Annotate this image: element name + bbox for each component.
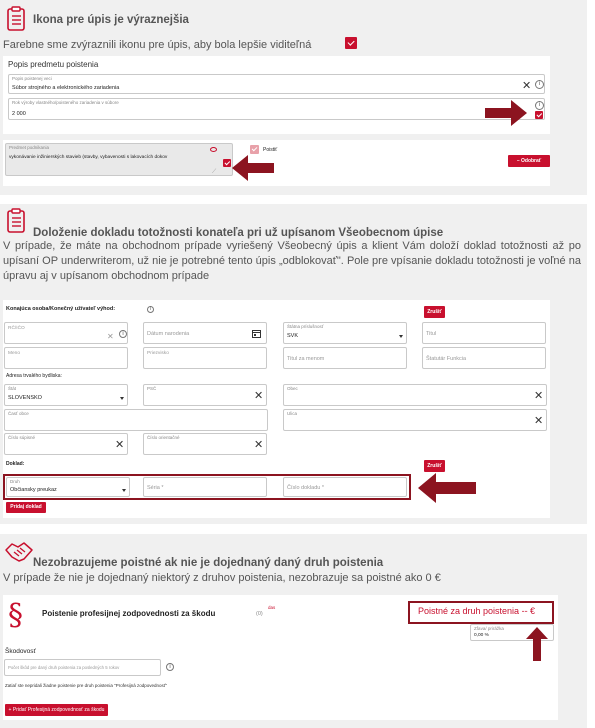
orientation-number-field[interactable] [143, 433, 267, 455]
pointer-arrow [526, 627, 548, 661]
card-count: (0) [256, 611, 263, 617]
field-label: Obec [287, 386, 298, 391]
nationality-select[interactable] [283, 322, 407, 344]
section3-title: Nezobrazujeme poistné ak nie je dojednaný daný druh poistenia [33, 557, 384, 569]
document-list-icon [4, 208, 28, 234]
field-label: PSČ [147, 386, 157, 391]
handshake-icon [4, 540, 34, 564]
section2-text: V prípade, že máte na obchodnom prípade vyriešený Všeobecný úpis a klient Vám doloží doklad totožnosti až po upísaní OP underwriterom, už nie je potrebné tento úpis „odblokovať". Pole pre vpísanie dokladu totožnosti je voľné na úpravu aj v upísanom obchodnom prípade [3, 240, 581, 282]
statutory-function-field[interactable] [422, 347, 546, 369]
claims-count-field[interactable] [4, 659, 161, 676]
field-placeholder: RČ/IČO [8, 326, 25, 331]
field-label: Ulica [287, 411, 298, 416]
info-icon[interactable]: i [535, 101, 544, 110]
form-title: Konajúca osoba/Konečný užívateľ výhod: [6, 306, 116, 312]
business-subject-field[interactable] [5, 143, 233, 176]
field-value: SVK [287, 333, 299, 339]
copy-icon[interactable] [210, 147, 217, 152]
cancel-document-button[interactable]: Zrušiť [424, 460, 445, 472]
chevron-down-icon[interactable] [122, 489, 126, 492]
clear-icon[interactable]: ✕ [534, 390, 544, 402]
field-label: Popis poistenej veci [12, 76, 52, 81]
field-value: vykonávanie inžinierských stavieb (stavby, vybavenosti s lakovacích dokov [9, 155, 168, 160]
birth-date-field[interactable] [143, 322, 267, 344]
clear-icon[interactable]: ✕ [522, 80, 532, 92]
field-label: Štátna príslušnosť [287, 324, 324, 329]
field-value: 0,00 % [474, 633, 489, 638]
subscription-icon[interactable] [535, 111, 543, 119]
clear-icon[interactable]: ✕ [115, 439, 125, 451]
field-placeholder: Meno [8, 351, 20, 356]
field-value: Občiansky preukaz [10, 487, 57, 493]
document-number-field[interactable] [283, 477, 407, 497]
pointer-arrow [418, 473, 476, 503]
field-label: Časť obce [8, 411, 29, 416]
field-label: Zľava/ prirážka [474, 626, 504, 631]
municipality-field[interactable] [283, 384, 547, 406]
field-label: Štát [8, 386, 17, 391]
last-name-field[interactable] [143, 347, 267, 369]
cancel-person-button[interactable]: Zrušiť [424, 306, 445, 318]
address-title: Adresa trvalého bydliska: [6, 373, 62, 379]
street-field[interactable] [283, 409, 547, 431]
field-placeholder: Štatutár Funkcia [426, 356, 467, 362]
info-icon[interactable]: i [535, 80, 544, 89]
chevron-down-icon[interactable] [399, 335, 403, 338]
info-icon[interactable]: i [166, 663, 174, 671]
clear-icon[interactable]: ✕ [107, 332, 114, 341]
field-label: Rok výroby vlastného/poisteného zariadenia v súbore [12, 100, 119, 105]
add-document-button[interactable]: Pridaj doklad [6, 502, 46, 513]
insured-item-field[interactable] [8, 74, 545, 94]
chevron-down-icon[interactable] [120, 397, 124, 400]
paragraph-icon: § [8, 598, 23, 633]
section3-text: V prípade že nie je dojednaný niektorý z druhov poistenia, nezobrazuje sa poistné ako 0 € [3, 572, 441, 584]
document-list-icon [4, 6, 28, 32]
clear-icon[interactable]: ✕ [254, 390, 264, 402]
field-placeholder: Počet škôd pre daný druh poistenia za posledných 5 rokov [8, 665, 120, 670]
descriptive-number-field[interactable] [4, 433, 128, 455]
production-year-field[interactable] [8, 98, 545, 120]
postal-code-field[interactable] [143, 384, 267, 406]
field-label: Číslo orientačné [147, 435, 180, 440]
clear-icon[interactable]: ✕ [254, 439, 264, 451]
birth-number-field[interactable] [4, 322, 128, 344]
field-value: Súbor strojného a elektronického zariadenia [12, 85, 120, 91]
field-label: Predmet podnikania [9, 145, 50, 150]
field-placeholder: Priezvisko [147, 351, 169, 356]
field-placeholder: Séria * [147, 485, 164, 491]
field-value: SLOVENSKO [8, 395, 42, 401]
insure-checkbox-label: Poistiť [263, 147, 278, 153]
field-value: 2 000 [12, 111, 26, 117]
document-title: Doklad: [6, 461, 25, 467]
municipality-part-field[interactable] [4, 409, 268, 431]
remove-button[interactable]: – Odobrať [508, 155, 550, 167]
calendar-icon[interactable] [252, 329, 261, 338]
pointer-arrow [232, 155, 274, 181]
section1-text: Farebne sme zvýraznili ikonu pre úpis, aby bola lepšie viditeľná [3, 39, 312, 51]
insure-checkbox[interactable] [250, 145, 259, 154]
info-icon[interactable]: i [119, 330, 127, 338]
add-liability-button[interactable]: + Pridať Profesijná zodpovednosť za škodu [5, 704, 108, 716]
premium-total: Poistné za druh poistenia -- € [418, 606, 536, 616]
field-placeholder: Titul [426, 331, 437, 337]
field-label: Číslo súpisné [8, 435, 36, 440]
first-name-field[interactable] [4, 347, 128, 369]
claims-title: Škodovosť [5, 648, 36, 655]
field-placeholder: Dátum narodenia [147, 331, 190, 337]
section2-title: Doloženie dokladu totožnosti konateľa pri už upísanom Všeobecnom úpise [33, 227, 444, 239]
resize-handle[interactable]: ⟋ [212, 169, 217, 175]
field-placeholder: Titul za menom [287, 356, 325, 362]
empty-note: Zatiaľ ste nepridali žiadne poistenie pre druh poistenia "Profesijná zodpovednosť" [5, 683, 168, 688]
title-field[interactable] [422, 322, 546, 344]
field-label: Druh [10, 479, 20, 484]
document-type-select[interactable] [6, 477, 130, 497]
clear-icon[interactable]: ✕ [534, 415, 544, 427]
section1-title: Ikona pre úpis je výraznejšia [33, 14, 189, 26]
document-series-field[interactable] [143, 477, 267, 497]
field-placeholder: Číslo dokladu * [287, 485, 324, 491]
panel-title: Popis predmetu poistenia [8, 60, 99, 69]
pointer-arrow [485, 100, 527, 126]
subscription-icon[interactable] [345, 37, 357, 49]
country-select[interactable] [4, 384, 128, 406]
info-icon[interactable]: i [147, 306, 154, 313]
subscription-icon[interactable] [223, 159, 231, 167]
title-after-name-field[interactable] [283, 347, 407, 369]
card-title: Poistenie profesijnej zodpovednosti za škodu [42, 609, 216, 618]
card-sup: das [268, 605, 276, 610]
